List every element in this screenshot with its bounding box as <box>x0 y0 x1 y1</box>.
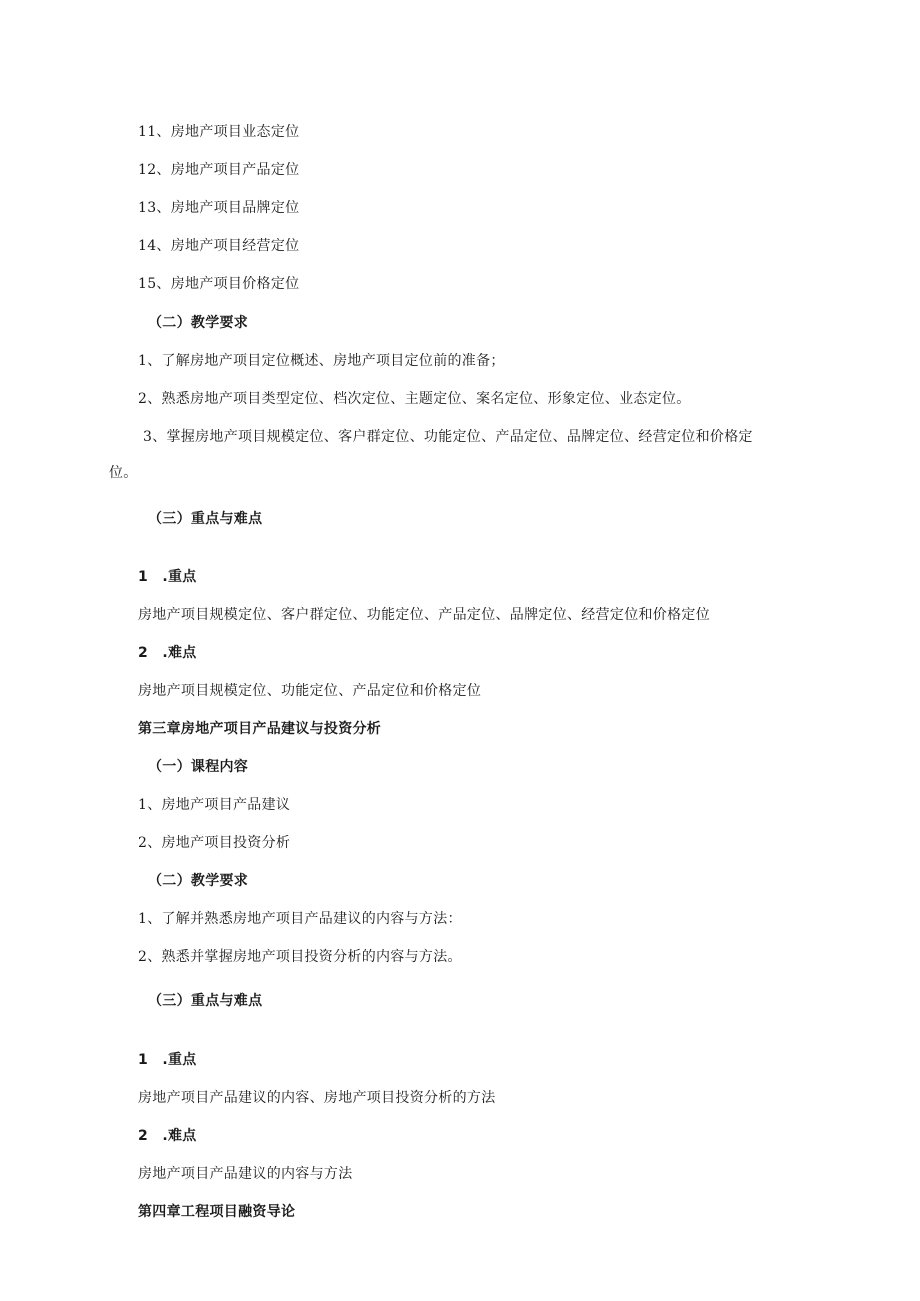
requirement-item: 2、熟悉房地产项目类型定位、档次定位、主题定位、案名定位、形象定位、业态定位。 <box>138 391 691 407</box>
list-item: 15、房地产项目价格定位 <box>138 276 300 292</box>
list-item: 2、房地产项目投资分析 <box>138 835 291 851</box>
list-item: 13、房地产项目品牌定位 <box>138 200 300 216</box>
difficult-points-text: 房地产项目规模定位、功能定位、产品定位和价格定位 <box>138 683 482 699</box>
chapter-title: 第四章工程项目融资导论 <box>138 1204 296 1220</box>
section-heading: （三）重点与难点 <box>148 511 263 527</box>
section-heading: （二）教学要求 <box>148 873 249 889</box>
key-points-label: 1 .重点 <box>138 569 197 585</box>
key-points-text: 房地产项目规模定位、客户群定位、功能定位、产品定位、品牌定位、经营定位和价格定位 <box>138 607 710 623</box>
section-heading: （二）教学要求 <box>148 315 249 331</box>
list-item: 1、房地产项目产品建议 <box>138 797 291 813</box>
requirement-item: 3、掌握房地产项目规模定位、客户群定位、功能定位、产品定位、品牌定位、经营定位和价格定 <box>143 429 753 445</box>
key-points-text: 房地产项目产品建议的内容、房地产项目投资分析的方法 <box>138 1090 496 1106</box>
list-item: 11、房地产项目业态定位 <box>138 124 300 140</box>
list-item: 14、房地产项目经营定位 <box>138 238 300 254</box>
difficult-points-label: 2 .难点 <box>138 645 197 661</box>
difficult-points-label: 2 .难点 <box>138 1128 197 1144</box>
requirement-item: 1、了解并熟悉房地产项目产品建议的内容与方法： <box>138 911 462 927</box>
section-heading: （三）重点与难点 <box>148 993 263 1009</box>
requirement-item: 1、了解房地产项目定位概述、房地产项目定位前的准备； <box>138 353 505 369</box>
requirement-item: 2、熟悉并掌握房地产项目投资分析的内容与方法。 <box>138 949 462 965</box>
list-item: 12、房地产项目产品定位 <box>138 162 300 178</box>
section-heading: （一）课程内容 <box>148 759 249 775</box>
key-points-label: 1 .重点 <box>138 1052 197 1068</box>
chapter-title: 第三章房地产项目产品建议与投资分析 <box>138 721 382 737</box>
requirement-item-continuation: 位。 <box>109 465 138 481</box>
difficult-points-text: 房地产项目产品建议的内容与方法 <box>138 1166 353 1182</box>
